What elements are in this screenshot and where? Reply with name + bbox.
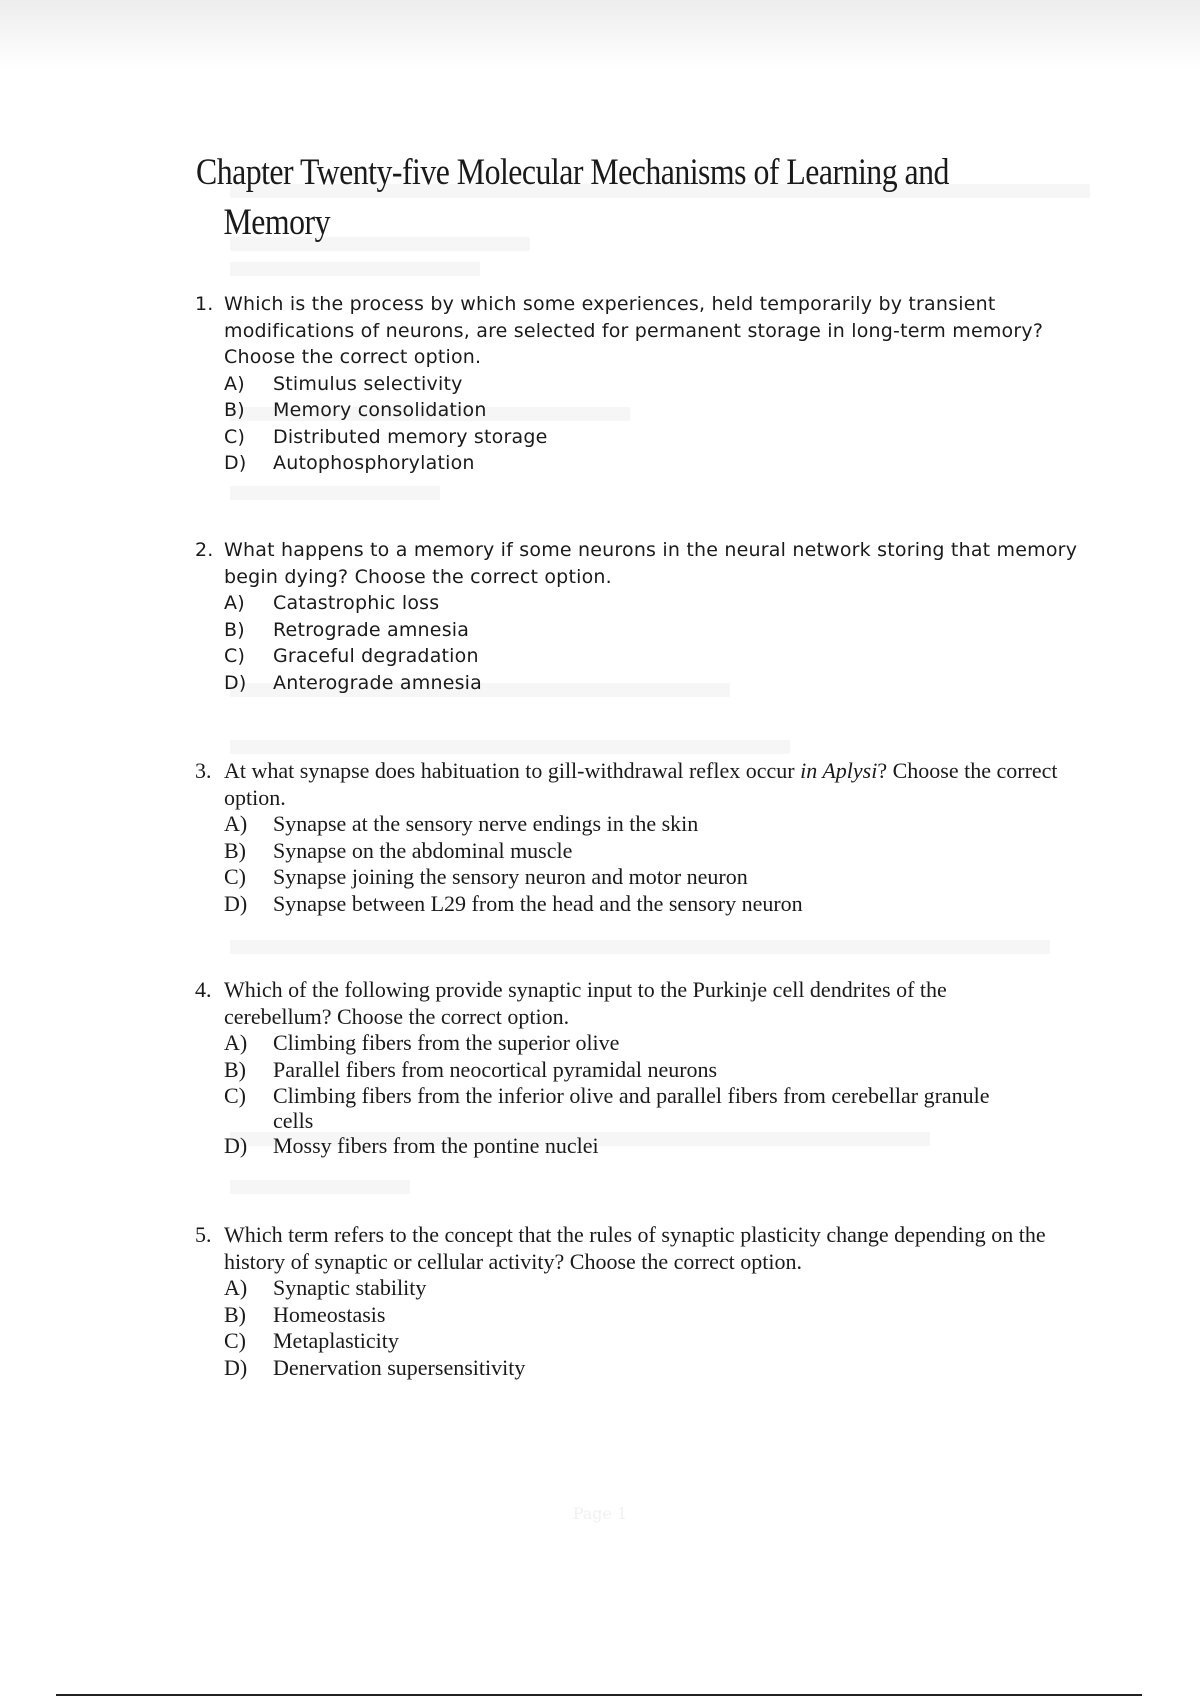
option-letter: D) <box>224 452 247 474</box>
question-5 <box>195 1222 1095 1381</box>
option-d[interactable] <box>224 450 1095 477</box>
option-d[interactable] <box>224 891 1095 918</box>
option-text: Memory consolidation <box>273 399 487 421</box>
option-letter: C) <box>224 425 246 448</box>
question-text: Which of the following provide synaptic input to the Purkinje cell dendrites of the cerebellum? Choose the correct option. <box>224 977 947 1029</box>
option-text: Stimulus selectivity <box>273 372 463 395</box>
option-text: Synapse between L29 from the head and the sensory neuron <box>273 890 803 916</box>
option-d[interactable] <box>224 670 1095 697</box>
option-text: Synaptic stability <box>273 1275 427 1300</box>
option-letter: C) <box>224 864 246 889</box>
question-number: 1. <box>195 293 214 315</box>
option-text: Anterograde amnesia <box>273 671 483 694</box>
option-letter: B) <box>224 618 245 641</box>
question-text-part: ? Choose the correct option. <box>224 758 1058 810</box>
option-letter: C) <box>224 1083 246 1108</box>
bleed-through-line <box>230 740 790 754</box>
species-name-italic: in Aplysi <box>800 758 878 783</box>
bottom-divider <box>56 1694 1142 1696</box>
option-c[interactable] <box>224 1083 1095 1133</box>
option-text: Distributed memory storage <box>273 425 548 448</box>
chapter-title-line-2: Memory <box>223 202 331 243</box>
question-text <box>224 758 1095 811</box>
option-text: Synapse on the abdominal muscle <box>273 837 573 863</box>
option-c[interactable] <box>224 424 1095 451</box>
bleed-through-line <box>230 486 440 500</box>
question-4 <box>195 977 1095 1160</box>
option-d[interactable] <box>224 1355 1095 1382</box>
chapter-title-line-1: Chapter Twenty-five Molecular Mechanisms of Learning and <box>196 152 949 193</box>
page-footer: Page 1 <box>572 1504 628 1523</box>
question-number: 5. <box>195 1222 212 1247</box>
option-text: Autophosphorylation <box>273 452 475 474</box>
option-letter: C) <box>224 645 246 667</box>
option-a[interactable] <box>224 811 1095 838</box>
chapter-title <box>196 148 949 248</box>
option-letter: A) <box>224 811 248 836</box>
option-text: Graceful degradation <box>273 645 479 667</box>
option-c[interactable] <box>224 864 1095 891</box>
question-number: 3. <box>195 758 212 783</box>
option-list <box>195 1030 1095 1160</box>
option-letter: D) <box>224 890 248 916</box>
bleed-through-line <box>230 262 480 276</box>
option-letter: D) <box>224 671 247 694</box>
option-letter: B) <box>224 1056 246 1082</box>
option-list <box>195 371 1095 477</box>
option-b[interactable] <box>224 1057 1095 1084</box>
question-text: Which term refers to the concept that the rules of synaptic plasticity change depending on the history of synaptic or cellular activity? Choose the correct option. <box>224 1222 1046 1274</box>
option-letter: D) <box>224 1133 248 1158</box>
option-a[interactable] <box>224 1275 1095 1302</box>
option-c[interactable] <box>224 1328 1095 1355</box>
option-text: Retrograde amnesia <box>273 618 470 641</box>
option-list <box>195 811 1095 917</box>
option-text: Climbing fibers from the inferior olive and parallel fibers from cerebellar granule cells <box>273 1083 990 1133</box>
option-b[interactable] <box>224 397 1095 424</box>
option-b[interactable] <box>224 838 1095 865</box>
option-letter: A) <box>224 1030 248 1055</box>
option-text: Mossy fibers from the pontine nuclei <box>273 1133 599 1158</box>
option-letter: A) <box>224 592 245 614</box>
option-letter: B) <box>224 837 246 863</box>
option-text: Denervation supersensitivity <box>273 1354 526 1380</box>
option-d[interactable] <box>224 1133 1095 1160</box>
option-letter: B) <box>224 1301 246 1327</box>
option-letter: B) <box>224 399 245 421</box>
question-text: Which is the process by which some experiences, held temporarily by transient modifications of neurons, are selected for permanent storage in long-term memory? Choose the correct option. <box>224 293 1044 368</box>
option-letter: A) <box>224 1275 248 1300</box>
option-c[interactable] <box>224 643 1095 670</box>
option-a[interactable] <box>224 371 1095 398</box>
option-letter: A) <box>224 372 245 395</box>
option-text: Homeostasis <box>273 1301 386 1327</box>
option-text: Synapse at the sensory nerve endings in the skin <box>273 811 699 836</box>
question-number: 2. <box>195 539 214 561</box>
option-text: Metaplasticity <box>273 1328 399 1353</box>
option-text: Climbing fibers from the superior olive <box>273 1030 620 1055</box>
option-a[interactable] <box>224 590 1095 617</box>
question-2 <box>195 537 1095 696</box>
option-list <box>195 1275 1095 1381</box>
bleed-through-line <box>230 1180 410 1194</box>
question-text-part: At what synapse does habituation to gill-withdrawal reflex occur <box>224 758 801 783</box>
bleed-through-line <box>230 940 1050 954</box>
option-letter: D) <box>224 1354 248 1380</box>
question-3 <box>195 758 1095 917</box>
option-text: Parallel fibers from neocortical pyramidal neurons <box>273 1056 718 1082</box>
option-text: Synapse joining the sensory neuron and motor neuron <box>273 864 748 889</box>
question-number: 4. <box>195 977 212 1002</box>
option-list <box>195 590 1095 696</box>
question-text: What happens to a memory if some neurons in the neural network storing that memory begin dying? Choose the correct option. <box>224 539 1078 588</box>
top-shadow-band <box>0 0 1200 70</box>
option-b[interactable] <box>224 617 1095 644</box>
question-1 <box>195 291 1095 477</box>
option-a[interactable] <box>224 1030 1095 1057</box>
option-text: Catastrophic loss <box>273 592 440 614</box>
option-b[interactable] <box>224 1302 1095 1329</box>
option-letter: C) <box>224 1328 246 1353</box>
